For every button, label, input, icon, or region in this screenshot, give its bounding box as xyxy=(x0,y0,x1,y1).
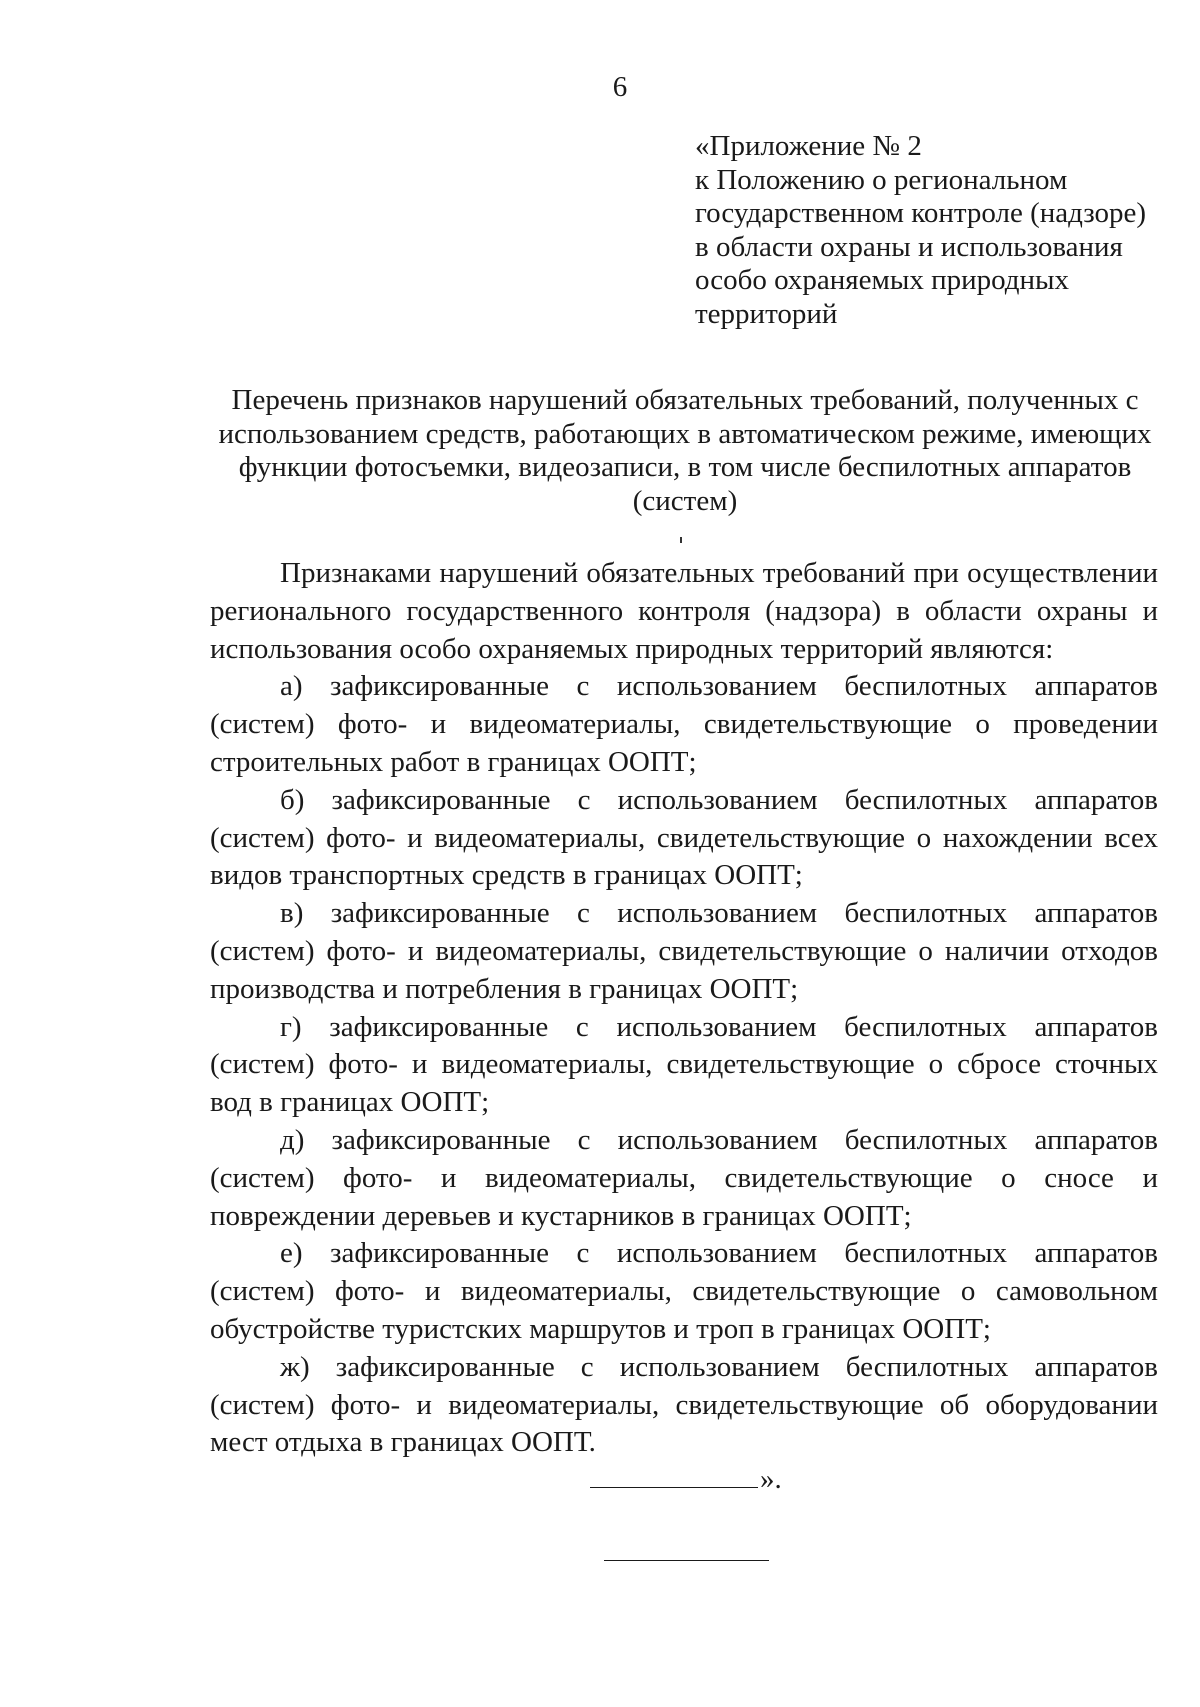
scan-artifact-mark xyxy=(680,537,682,543)
list-item-zh: ж) зафиксированные с использованием беспилотных аппаратов (систем) фото- и видеоматериалы, свидетельствующие об оборудовании мест отдыха в границах ООПТ. xyxy=(210,1350,1158,1459)
title-line: Перечень признаков нарушений обязательных требований, полученных с xyxy=(231,384,1139,416)
list-item-a: а) зафиксированные с использованием беспилотных аппаратов (систем) фото- и видеоматериалы, свидетельствующие о проведении строительных работ в границах ООПТ; xyxy=(210,670,1158,778)
appendix-line: территорий xyxy=(695,297,838,330)
document-title xyxy=(200,384,1170,518)
closing-quote: ». xyxy=(760,1463,782,1495)
closing-mark xyxy=(590,1462,782,1496)
document-body xyxy=(210,555,1158,1462)
appendix-line: в области охраны и использования xyxy=(695,230,1123,263)
page-number: 6 xyxy=(612,71,628,103)
bottom-separator-line xyxy=(604,1560,769,1561)
list-item-g: г) зафиксированные с использованием беспилотных аппаратов (систем) фото- и видеоматериалы, свидетельствующие о сбросе сточных вод в границах ООПТ; xyxy=(210,1010,1158,1119)
title-line: функции фотосъемки, видеозаписи, в том числе беспилотных аппаратов xyxy=(238,451,1132,483)
list-item-d: д) зафиксированные с использованием беспилотных аппаратов (систем) фото- и видеоматериалы, свидетельствующие о сносе и повреждении деревьев и кустарников в границах ООПТ; xyxy=(210,1123,1158,1232)
appendix-line: государственном контроле (надзоре) xyxy=(695,197,1147,229)
list-item-v: в) зафиксированные с использованием беспилотных аппаратов (систем) фото- и видеоматериалы, свидетельствующие о наличии отходов производства и потребления в границах ООПТ; xyxy=(210,897,1158,1005)
appendix-line: «Приложение № 2 xyxy=(695,130,922,162)
appendix-line: особо охраняемых природных xyxy=(695,264,1070,296)
list-item-b: б) зафиксированные с использованием беспилотных аппаратов (систем) фото- и видеоматериалы, свидетельствующие о нахождении всех видов транспортных средств в границах ООПТ; xyxy=(210,783,1158,892)
appendix-header xyxy=(695,130,1175,331)
closing-rule xyxy=(590,1487,758,1488)
appendix-line: к Положению о региональном xyxy=(695,163,1068,196)
title-line: использованием средств, работающих в автоматическом режиме, имеющих xyxy=(218,417,1152,450)
title-line: (систем) xyxy=(632,484,738,517)
list-item-e: е) зафиксированные с использованием беспилотных аппаратов (систем) фото- и видеоматериалы, свидетельствующие о самовольном обустройстве туристских маршрутов и троп в границах ООПТ; xyxy=(210,1237,1158,1345)
intro-paragraph: Признаками нарушений обязательных требований при осуществлении регионального государственного контроля (надзора) в области охраны и использования особо охраняемых природных территорий являются: xyxy=(210,557,1158,665)
